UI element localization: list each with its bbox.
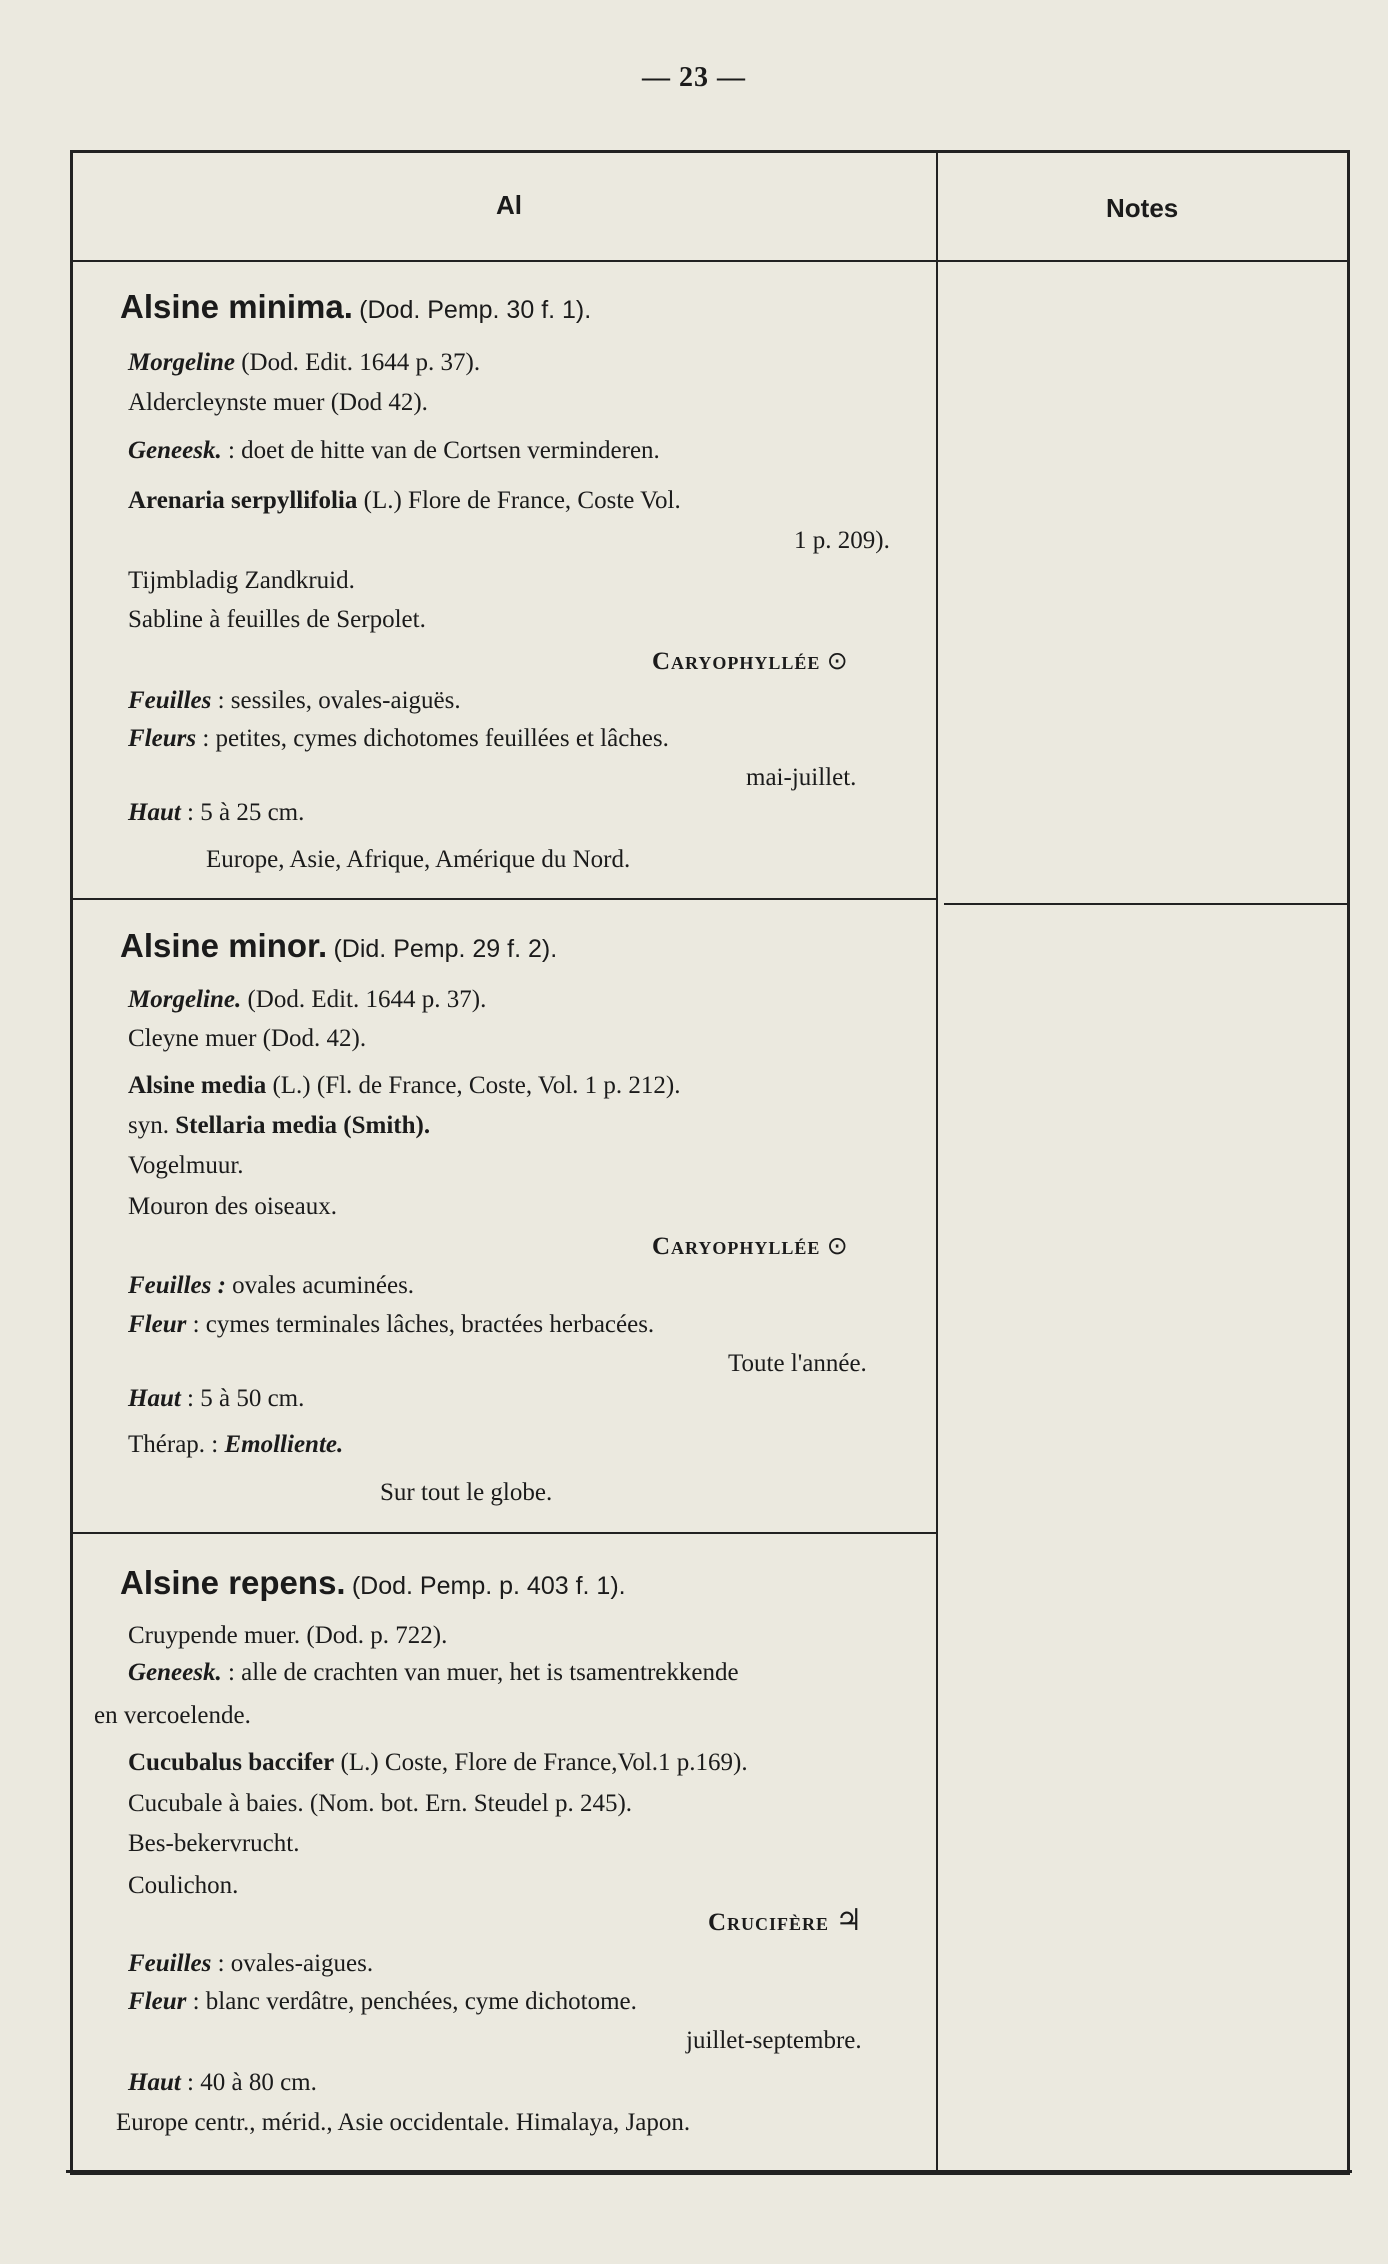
entry-title: Alsine minima.: [120, 288, 353, 325]
flowering-season: mai-juillet.: [746, 764, 857, 791]
flowering-season: Toute l'année.: [728, 1350, 867, 1377]
synonym-name: Stellaria media (Smith).: [175, 1112, 431, 1139]
bottom-rule: [66, 2170, 1352, 2173]
entry-title: Alsine repens.: [120, 1564, 346, 1601]
label-therap: Thérap. :: [128, 1431, 225, 1458]
label-feuilles: Feuilles: [128, 1950, 212, 1977]
scientific-name: Cucubalus baccifer: [128, 1749, 335, 1776]
column-header-notes: Notes: [1106, 193, 1179, 223]
family-label: Caryophyllée: [652, 648, 821, 675]
column-header-al: Al: [496, 190, 522, 220]
family-label: Caryophyllée: [652, 1233, 821, 1260]
vernacular-name: Morgeline: [128, 349, 235, 376]
column-divider: [936, 150, 938, 2170]
notes-divider: [944, 903, 1348, 905]
annual-symbol-icon: ⊙: [826, 646, 848, 675]
regional-name: Coulichon.: [128, 1872, 239, 1899]
french-name: Cucubale à baies. (Nom. bot. Ern. Steudel p. 245).: [128, 1790, 633, 1817]
fleur-text: : cymes terminales lâches, bractées herbacées.: [186, 1311, 655, 1338]
fleurs-text: : petites, cymes dichotomes feuillées et lâches.: [196, 725, 669, 752]
reference-text: (L.) Flore de France, Coste Vol.: [357, 487, 681, 514]
label-haut: Haut: [128, 1385, 181, 1412]
medicinal-text: : doet de hitte van de Cortsen verminderen.: [221, 437, 660, 464]
annual-symbol-icon: ⊙: [826, 1231, 848, 1260]
medicinal-text-continued: en vercoelende.: [94, 1702, 251, 1729]
distribution: Europe centr., mérid., Asie occidentale. Himalaya, Japon.: [116, 2109, 691, 2136]
feuilles-text: ovales acuminées.: [225, 1272, 415, 1299]
dutch-name: Bes-bekervrucht.: [128, 1830, 300, 1857]
label-feuilles: Feuilles :: [128, 1272, 226, 1299]
french-name: Sabline à feuilles de Serpolet.: [128, 606, 426, 633]
feuilles-text: : ovales-aigues.: [211, 1950, 374, 1977]
entry-reference: (Did. Pemp. 29 f. 2).: [333, 935, 558, 963]
entry-reference: (Dod. Pemp. 30 f. 1).: [359, 296, 592, 324]
entry-title: Alsine minor.: [120, 927, 328, 964]
label-fleur: Fleur: [128, 1988, 187, 2015]
distribution: Europe, Asie, Afrique, Amérique du Nord.: [206, 846, 631, 873]
vernacular-name: Cleyne muer (Dod. 42).: [128, 1025, 367, 1052]
height-text: : 40 à 80 cm.: [180, 2069, 317, 2096]
medicinal-text: : alle de crachten van muer, het is tsamentrekkende: [221, 1659, 739, 1686]
reference-text: 1 p. 209).: [794, 527, 890, 554]
synonym-prefix: syn.: [128, 1112, 176, 1139]
label-geneesk: Geneesk.: [128, 1659, 222, 1686]
distribution: Sur tout le globe.: [380, 1479, 553, 1506]
flowering-season: juillet-septembre.: [686, 2027, 862, 2054]
label-fleur: Fleur: [128, 1311, 187, 1338]
label-geneesk: Geneesk.: [128, 437, 222, 464]
vernacular-name: Cruypende muer. (Dod. p. 722).: [128, 1622, 448, 1649]
label-feuilles: Feuilles: [128, 687, 212, 714]
vernacular-name: Aldercleynste muer (Dod 42).: [128, 389, 428, 416]
label-haut: Haut: [128, 2069, 181, 2096]
reference-text: (Dod. Edit. 1644 p. 37).: [241, 986, 487, 1013]
height-text: : 5 à 25 cm.: [180, 799, 305, 826]
reference-text: (Dod. Edit. 1644 p. 37).: [234, 349, 481, 376]
family-label: Crucifère: [708, 1909, 830, 1936]
perennial-symbol-icon: ♃: [835, 1903, 863, 1938]
dutch-name: Vogelmuur.: [128, 1152, 244, 1179]
reference-text: (L.) Coste, Flore de France,Vol.1 p.169).: [334, 1749, 748, 1776]
feuilles-text: : sessiles, ovales-aiguës.: [211, 687, 461, 714]
fleur-text: : blanc verdâtre, penchées, cyme dichotome.: [186, 1988, 637, 2015]
dutch-name: Tijmbladig Zandkruid.: [128, 567, 355, 594]
entry-reference: (Dod. Pemp. p. 403 f. 1).: [351, 1572, 626, 1600]
label-haut: Haut: [128, 799, 181, 826]
scientific-name: Arenaria serpyllifolia: [128, 487, 358, 514]
reference-text: (L.) (Fl. de France, Coste, Vol. 1 p. 212).: [266, 1072, 681, 1099]
vernacular-name: Morgeline.: [128, 986, 242, 1013]
entry-divider: [72, 898, 936, 900]
page-number: — 23 —: [642, 62, 746, 93]
therapy-text: Emolliente.: [224, 1431, 344, 1458]
entry-divider: [72, 1532, 936, 1534]
label-fleurs: Fleurs: [128, 725, 197, 752]
scientific-name: Alsine media: [128, 1072, 267, 1099]
french-name: Mouron des oiseaux.: [128, 1193, 337, 1220]
height-text: : 5 à 50 cm.: [180, 1385, 305, 1412]
header-divider: [72, 260, 1348, 262]
